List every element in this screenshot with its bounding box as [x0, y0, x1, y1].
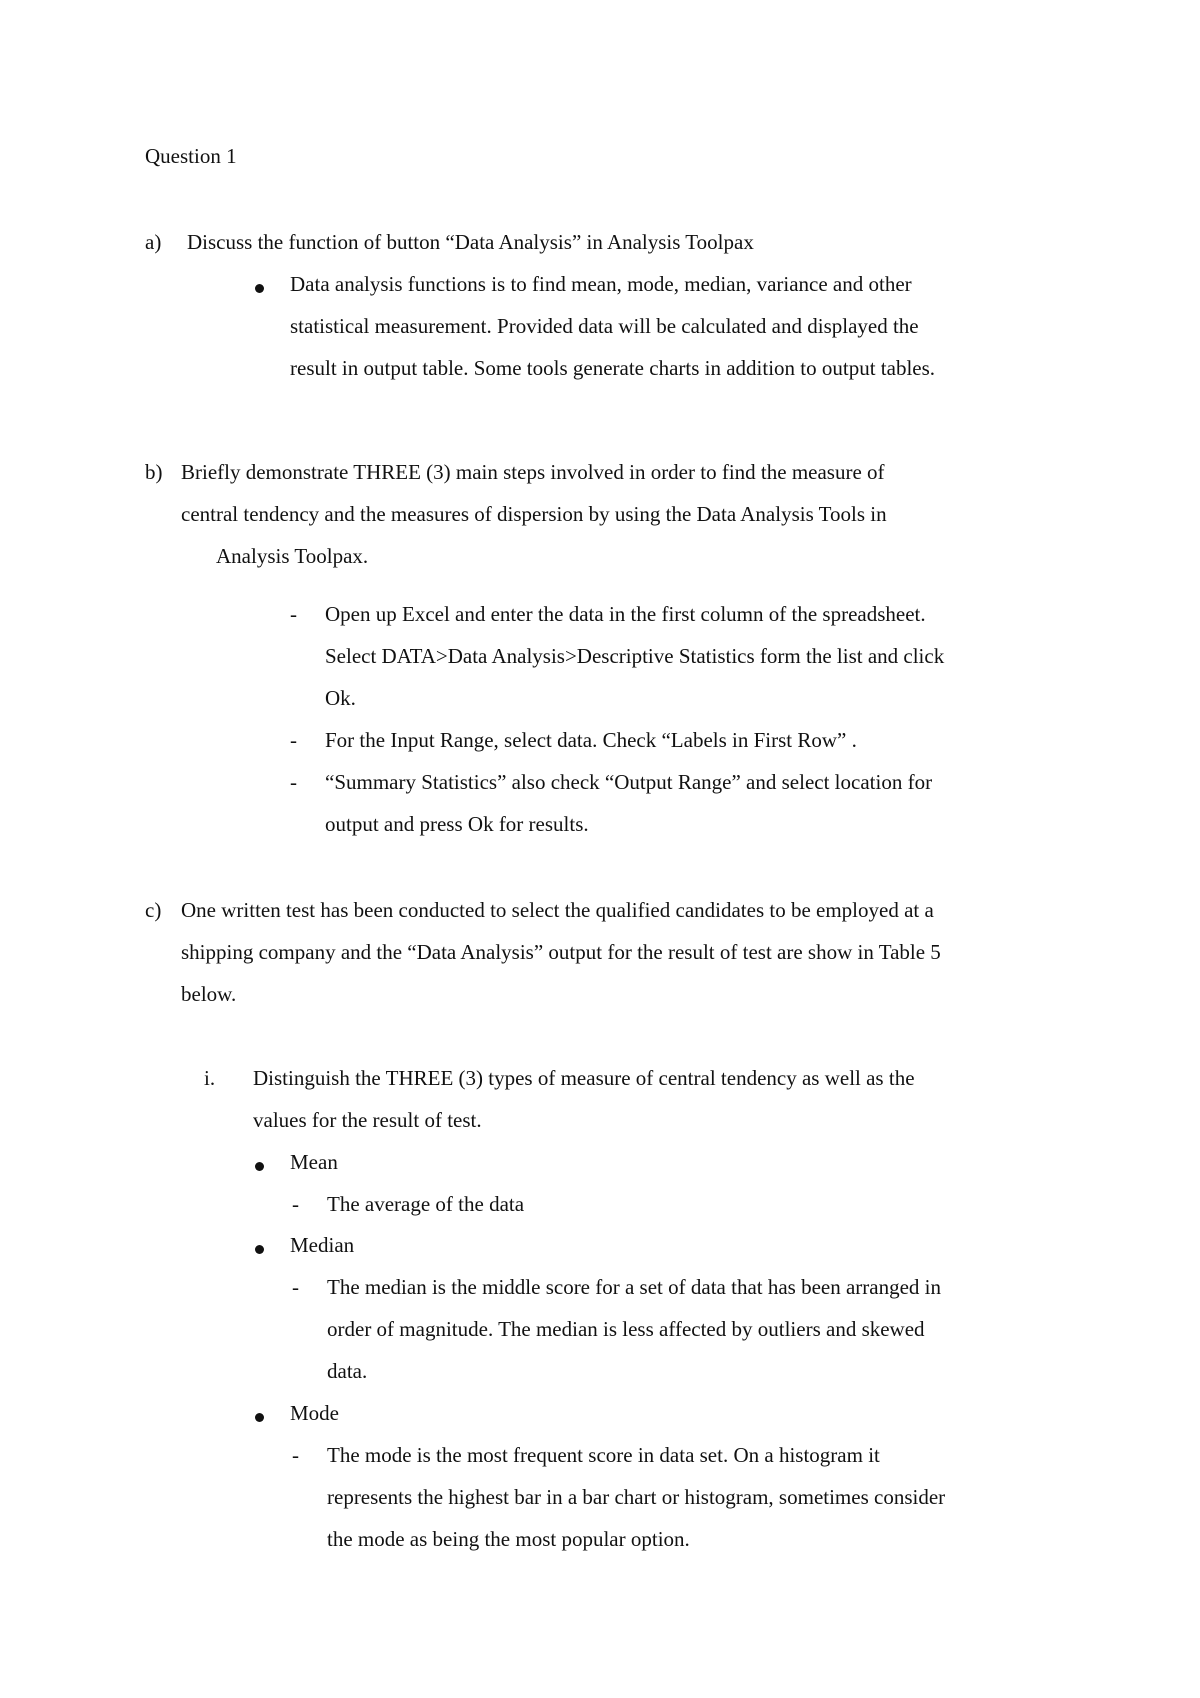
- sub-i-question-line: values for the result of test.: [253, 1108, 482, 1132]
- term-description-line: represents the highest bar in a bar chart or histogram, sometimes consider: [327, 1485, 946, 1509]
- term-median: Median: [290, 1233, 355, 1257]
- part-c-question-line: shipping company and the “Data Analysis” output for the result of test are show in Table 5: [181, 940, 941, 964]
- dash-marker: -: [292, 1192, 299, 1216]
- part-b-question-line: Analysis Toolpax.: [216, 544, 369, 568]
- dash-marker: -: [292, 1443, 299, 1467]
- step-line: Open up Excel and enter the data in the first column of the spreadsheet.: [325, 602, 926, 626]
- part-b-question-line: Briefly demonstrate THREE (3) main steps involved in order to find the measure of: [181, 460, 885, 484]
- bullet-icon: [255, 1162, 264, 1171]
- sub-i-label: i.: [204, 1066, 216, 1090]
- question-title: Question 1: [145, 144, 237, 168]
- bullet-icon: [255, 1245, 264, 1254]
- dash-marker: -: [290, 602, 297, 626]
- part-a-question: Discuss the function of button “Data Analysis” in Analysis Toolpax: [187, 230, 754, 254]
- dash-marker: -: [290, 770, 297, 794]
- bullet-icon: [255, 1413, 264, 1422]
- term-mean: Mean: [290, 1150, 338, 1174]
- term-description-line: The mode is the most frequent score in data set. On a histogram it: [327, 1443, 880, 1467]
- part-c-label: c): [145, 898, 162, 922]
- part-c-question-line: One written test has been conducted to select the qualified candidates to be employed at a: [181, 898, 934, 922]
- step-line: Ok.: [325, 686, 356, 710]
- term-description-line: The median is the middle score for a set of data that has been arranged in: [327, 1275, 942, 1299]
- part-a-answer-line: result in output table. Some tools generate charts in addition to output tables.: [290, 356, 936, 380]
- sub-i-question-line: Distinguish the THREE (3) types of measure of central tendency as well as the: [253, 1066, 915, 1090]
- step-line: output and press Ok for results.: [325, 812, 589, 836]
- part-b-question-line: central tendency and the measures of dispersion by using the Data Analysis Tools in: [181, 502, 887, 526]
- step-line: For the Input Range, select data. Check “Labels in First Row” .: [325, 728, 857, 752]
- dash-marker: -: [292, 1275, 299, 1299]
- step-line: “Summary Statistics” also check “Output Range” and select location for: [325, 770, 933, 794]
- part-c-question-line: below.: [181, 982, 237, 1006]
- dash-marker: -: [290, 728, 297, 752]
- term-mode: Mode: [290, 1401, 339, 1425]
- step-line: Select DATA>Data Analysis>Descriptive Statistics form the list and click: [325, 644, 945, 668]
- part-a-answer-line: statistical measurement. Provided data will be calculated and displayed the: [290, 314, 919, 338]
- part-b-label: b): [145, 460, 163, 484]
- bullet-icon: [255, 284, 264, 293]
- term-description-line: data.: [327, 1359, 368, 1383]
- term-description-line: order of magnitude. The median is less affected by outliers and skewed: [327, 1317, 925, 1341]
- term-description-line: the mode as being the most popular option.: [327, 1527, 690, 1551]
- part-a-label: a): [145, 230, 162, 254]
- term-description-line: The average of the data: [327, 1192, 525, 1216]
- part-a-answer-line: Data analysis functions is to find mean, mode, median, variance and other: [290, 272, 912, 296]
